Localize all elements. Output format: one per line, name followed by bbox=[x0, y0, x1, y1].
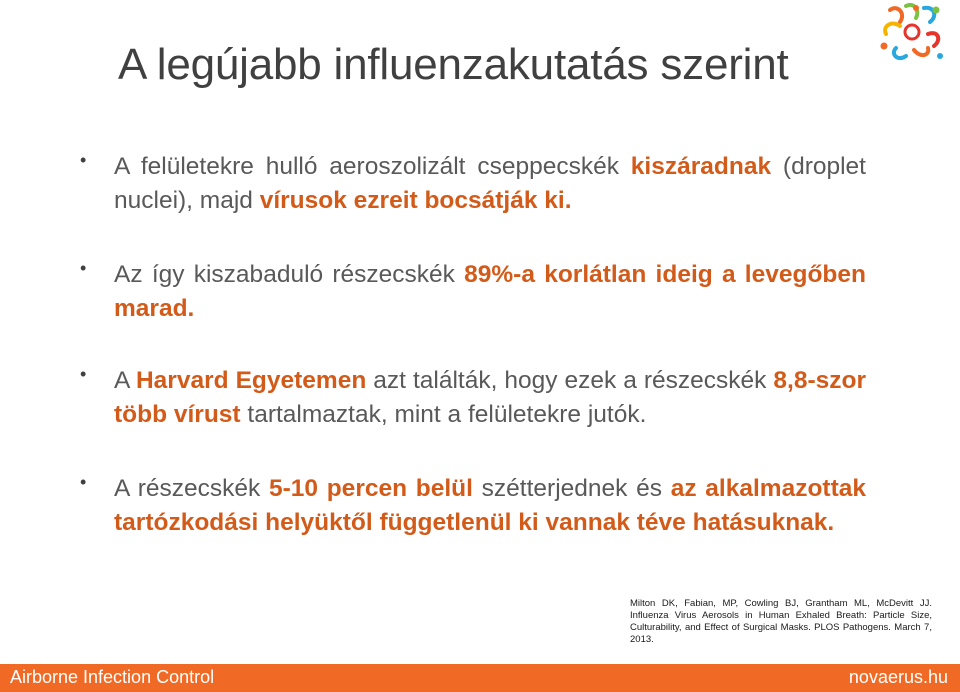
highlight-run: kiszáradnak bbox=[630, 153, 772, 180]
footer-brand-label: Airborne Infection Control bbox=[10, 667, 215, 687]
bullet-item bbox=[80, 364, 866, 432]
highlight-run: az alkalmazottak tartózkodási helyüktől függetlenül ki vannak téve hatásuknak. bbox=[114, 475, 866, 536]
slide-title: A legújabb influenzakutatás szerint bbox=[118, 40, 789, 89]
highlight-run: 89%-a korlátlan ideig a levegőben marad. bbox=[114, 261, 866, 322]
highlight-run: 8,8-szor több vírust bbox=[114, 367, 866, 428]
highlight-run: 5-10 percen belül bbox=[268, 475, 473, 502]
footer-website-label: novaerus.hu bbox=[848, 667, 948, 687]
bullet-text bbox=[114, 364, 866, 432]
molecule-logo-icon bbox=[876, 0, 948, 66]
text-run: A részecskék bbox=[114, 475, 269, 502]
bullet-text bbox=[114, 258, 866, 326]
bullet-text bbox=[114, 472, 866, 540]
highlight-run: Harvard Egyetemen bbox=[135, 367, 367, 394]
footer-bar bbox=[0, 664, 960, 692]
bullet-marker: • bbox=[80, 364, 87, 384]
bullet-item bbox=[80, 150, 866, 218]
text-run: szétterjednek és bbox=[472, 475, 671, 502]
text-run: tartalmaztak, mint a felületekre jutók. bbox=[240, 401, 647, 428]
bullet-marker: • bbox=[80, 150, 87, 170]
bullet-text bbox=[114, 150, 866, 218]
text-run: A bbox=[114, 367, 136, 394]
text-run: Az így kiszabaduló részecskék bbox=[114, 261, 465, 288]
bullet-marker: • bbox=[80, 258, 87, 278]
bullet-item bbox=[80, 472, 866, 540]
text-run: (droplet nuclei), majd bbox=[114, 153, 866, 214]
highlight-run: vírusok ezreit bocsátják ki. bbox=[259, 187, 572, 214]
citation-reference: Milton DK, Fabian, MP, Cowling BJ, Grantham ML, McDevitt JJ. Influenza Virus Aerosols in Human Exhaled Breath: Particle Size, Culturability, and Effect of Surgical Masks. PLOS Pathogens. March 7, 2013. bbox=[630, 598, 932, 645]
bullet-item bbox=[80, 258, 866, 326]
text-run: A felületekre hulló aeroszolizált cseppecskék bbox=[114, 153, 631, 180]
text-run: azt találták, hogy ezek a részecskék bbox=[366, 367, 774, 394]
bullet-marker: • bbox=[80, 472, 87, 492]
